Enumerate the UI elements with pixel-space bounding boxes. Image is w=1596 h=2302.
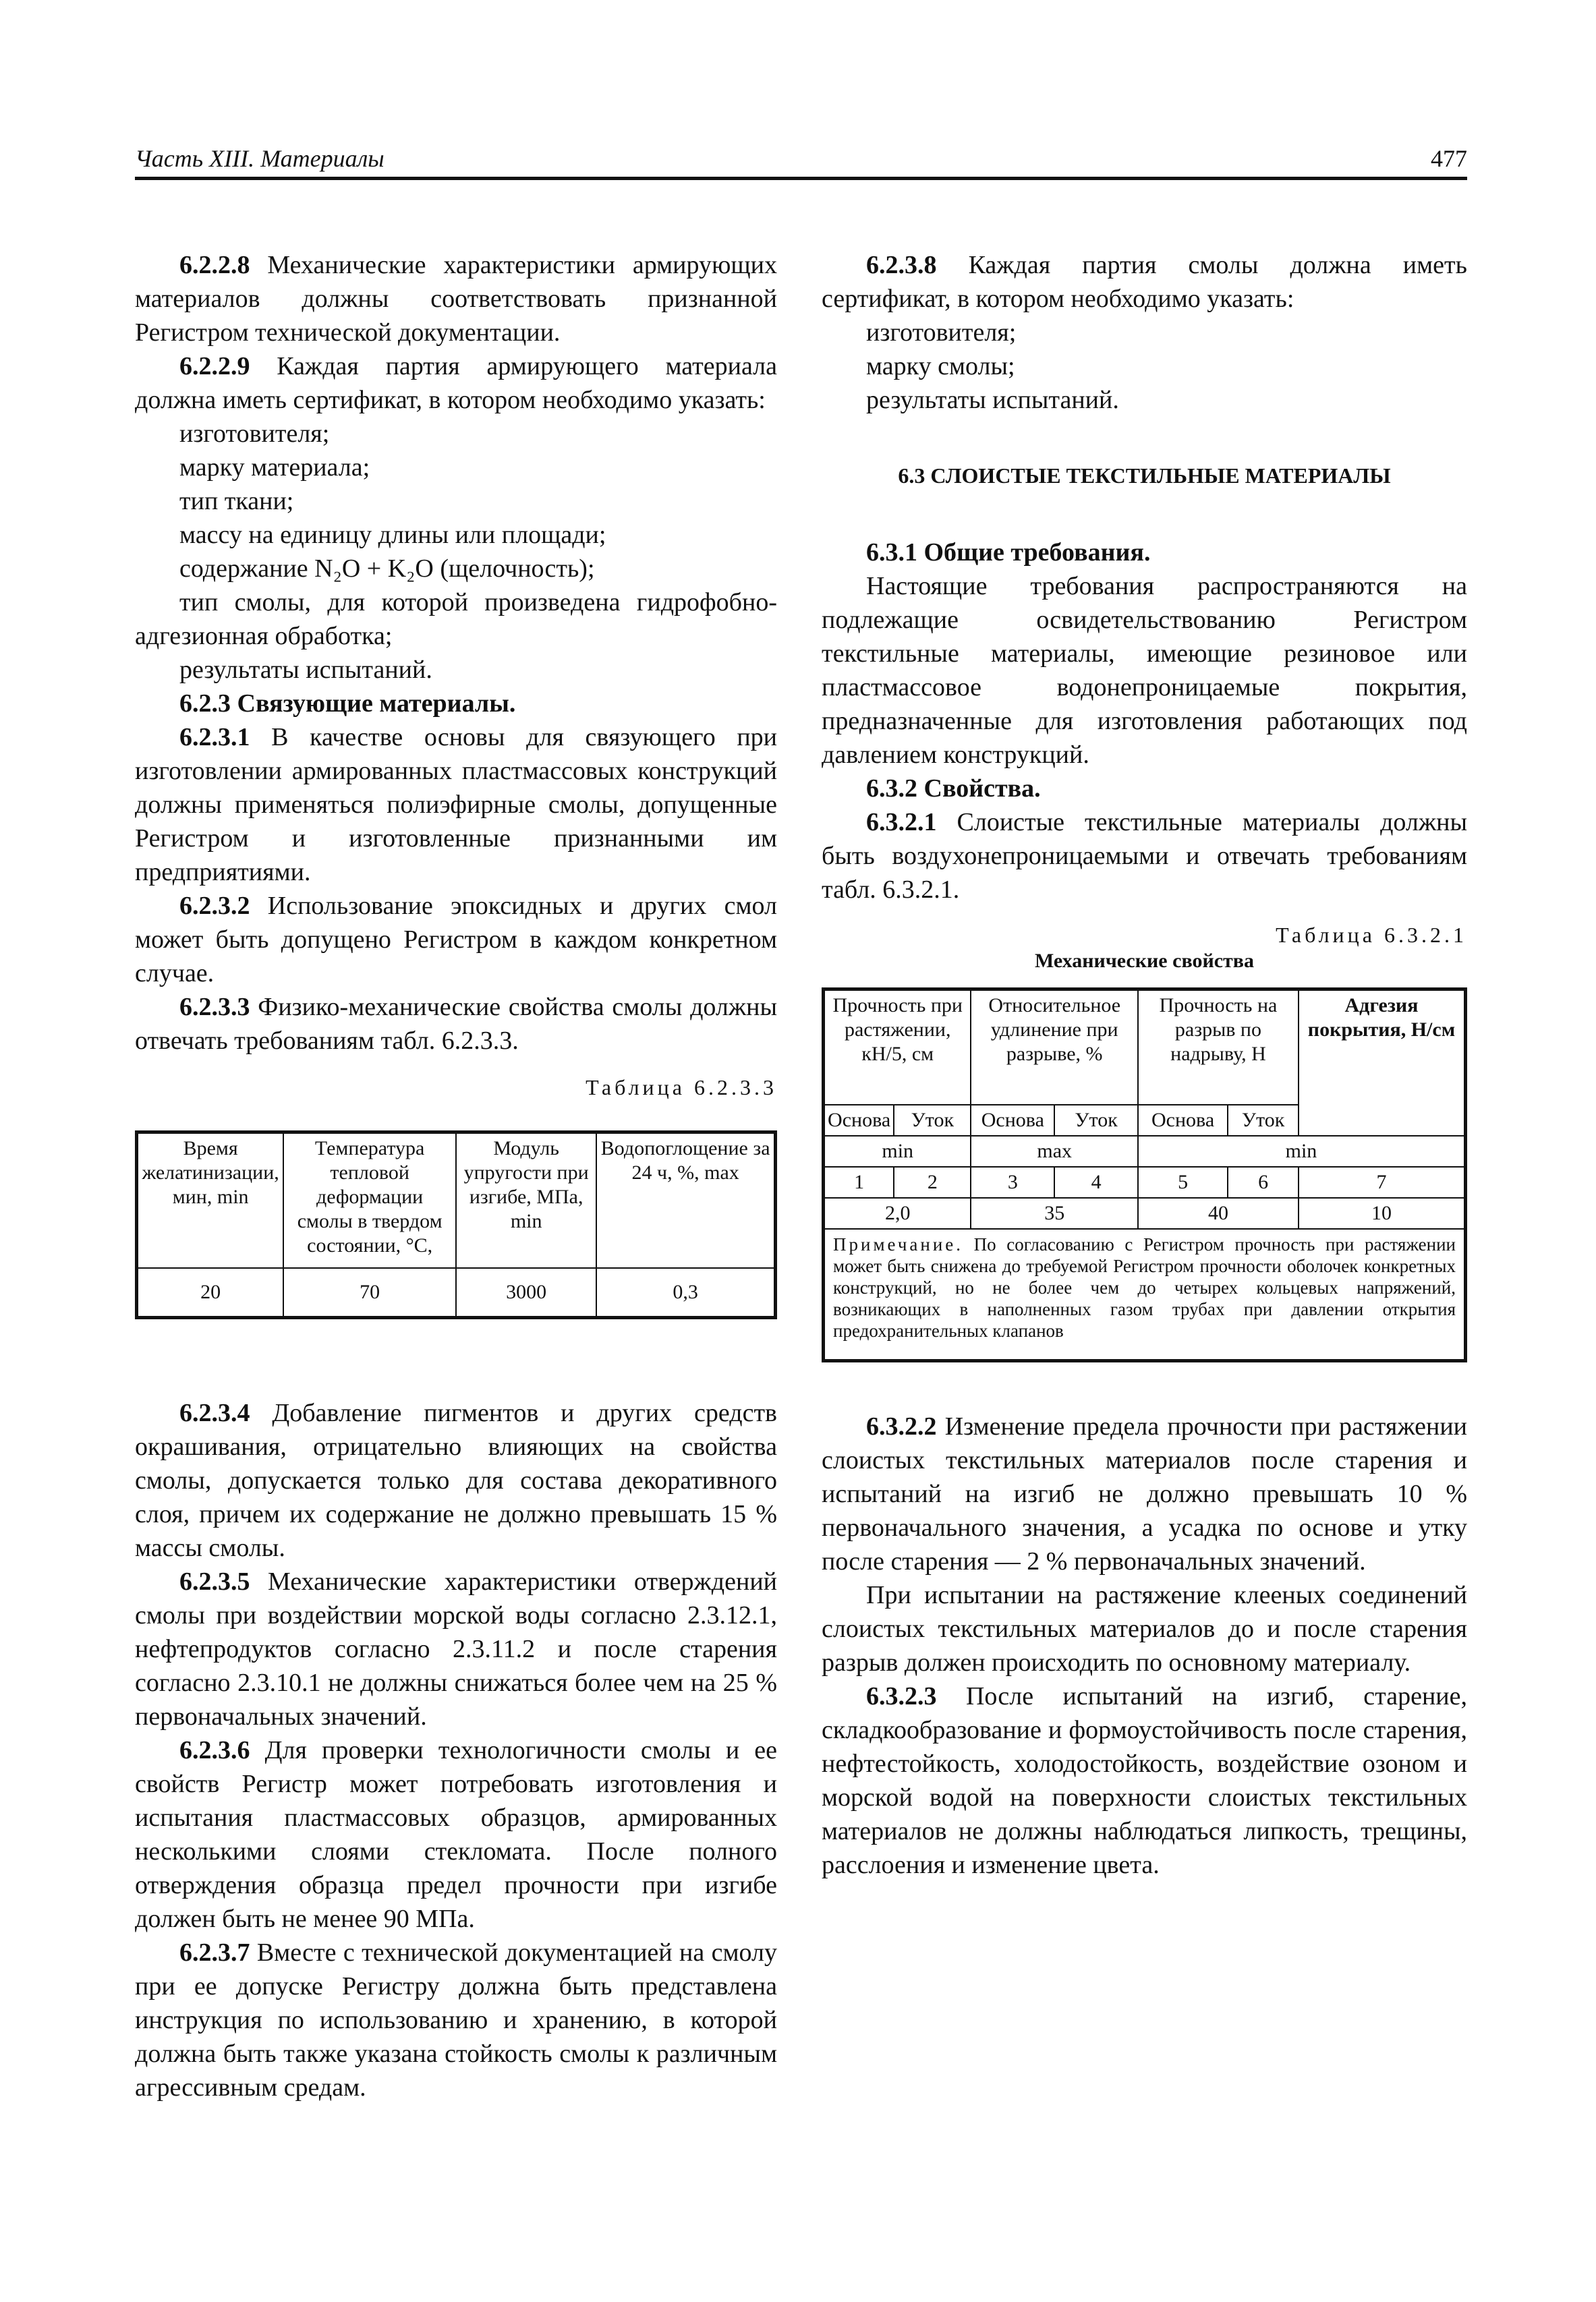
table-row — [824, 1198, 1466, 1229]
clause-number: 6.2.3.1 — [179, 723, 250, 751]
page-number: 477 — [1431, 145, 1467, 172]
subsection-heading-6-3-1 — [822, 536, 1467, 569]
mechanical-properties-table — [822, 987, 1467, 1362]
table-subheader-cell: Основа — [824, 1105, 894, 1136]
clause-text: Использование эпоксидных и других смол может быть допущено Регистром в каждом конкретном случае. — [135, 892, 777, 987]
paragraph-6-3-2-3 — [822, 1679, 1467, 1882]
paragraph-6-2-2-8 — [135, 248, 777, 349]
table-subheader-cell: Уток — [1228, 1105, 1299, 1136]
clause-number: 6.2.3.5 — [179, 1567, 250, 1596]
paragraph-6-2-3-3 — [135, 990, 777, 1058]
clause-number: 6.3.2.2 — [866, 1412, 937, 1441]
table-header-cell: Модуль упругости при изгибе, МПа, min — [456, 1132, 596, 1269]
table-cell: 2,0 — [824, 1198, 971, 1229]
table-header-cell: Время желатинизации, мин, min — [137, 1132, 284, 1269]
note-label: Примечание. — [833, 1234, 964, 1255]
clause-text: Механические характеристики отверждений смолы при воздействии морской воды согласно 2.3.12.1, нефтепродуктов согласно 2.3.11.2 и после старения согласно 2.3.10.1 не должны снижаться более чем на 25 % первоначальных значений. — [135, 1567, 777, 1731]
table-cell: 70 — [283, 1268, 456, 1318]
table-cell: 2 — [894, 1167, 971, 1198]
clause-text: В качестве основы для связующего при изготовлении армированных пластмассовых конструкций должны применяться полиэфирные смолы, допущенные Регистром и изготовленные признанными им предприятиями. — [135, 723, 777, 886]
table-number-row — [824, 1167, 1466, 1198]
table-header-cell: Температура тепловой деформации смолы в твердом состоянии, °С, — [283, 1132, 456, 1269]
table-cell: 1 — [824, 1167, 894, 1198]
clause-number: 6.2.3.4 — [179, 1399, 250, 1427]
table-cell: 0,3 — [596, 1268, 775, 1318]
table-cell: 40 — [1138, 1198, 1299, 1229]
paragraph-6-3-2-2 — [822, 1410, 1467, 1578]
clause-number: 6.2.3.8 — [866, 251, 937, 279]
paragraph-6-2-3-8 — [822, 248, 1467, 316]
paragraph-6-3-1: Настоящие требования распространяются на подлежащие освидетельствованию Регистром текстильные материалы, имеющие резиновое или пластмассовое водонепроницаемые покрытия, предназначенные для изготовления работающих под давлением конструкций. — [822, 572, 1467, 769]
paragraph-6-2-3-5 — [135, 1565, 777, 1733]
table-header-cell: Относительное удлинение при разрыве, % — [971, 989, 1138, 1105]
clause-text: Вместе с технической документацией на смолу при ее допуске Регистру должна быть представлена инструкция по использованию и хранению, в которой должна быть также указана стойкость смолы к различным агрессивным средам. — [135, 1938, 777, 2102]
clause-number: 6.2.3.2 — [179, 892, 250, 920]
clause-text: Каждая партия армирующего материала должна иметь сертификат, в котором необходимо указать: — [135, 352, 777, 414]
table-cell: 3000 — [456, 1268, 596, 1318]
table-header-row — [824, 989, 1466, 1105]
table-header-cell: Прочность при растяжении, кН/5, см — [824, 989, 971, 1105]
heading-text: 6.3.1 Общие требования. — [866, 538, 1151, 567]
clause-number: 6.2.3.6 — [179, 1736, 250, 1764]
table-cell: min — [824, 1136, 971, 1167]
table-caption: Таблица 6.3.2.1 — [1276, 923, 1467, 947]
table-note — [824, 1229, 1466, 1361]
page-header — [135, 139, 1467, 180]
list-item: изготовителя; — [179, 420, 330, 448]
table-limits-row — [824, 1136, 1466, 1167]
list-item: тип смолы, для которой произведена гидрофобно-адгезионная обработка; — [135, 588, 777, 650]
clause-text: Каждая партия смолы должна иметь сертификат, в котором необходимо указать: — [822, 251, 1467, 313]
paragraph-6-3-2-2-continued: При испытании на растяжение клееных соединений слоистых текстильных материалов до и после старения разрыв должен происходить по основному материалу. — [822, 1581, 1467, 1677]
list-item: результаты испытаний. — [866, 386, 1119, 414]
table-subheader-cell: Основа — [971, 1105, 1054, 1136]
clause-number: 6.3.2.3 — [866, 1682, 937, 1710]
subsection-heading-6-2-3 — [135, 687, 777, 720]
clause-number: 6.2.2.8 — [179, 251, 250, 279]
clause-number: 6.2.3.3 — [179, 993, 250, 1021]
clause-text: Механические характеристики армирующих материалов должны соответствовать признанной Регистром технической документации. — [135, 251, 777, 347]
clause-text: После испытаний на изгиб, старение, складкообразование и формоустойчивость после старения, нефтестойкость, холодостойкость, воздействие озоном и морской водой на поверхности слоистых текстильных материалов не должны наблюдаться липкость, трещины, расслоения и изменение цвета. — [822, 1682, 1467, 1879]
list-item: изготовителя; — [866, 318, 1017, 347]
table-header-cell: Адгезия покрытия, Н/см — [1299, 989, 1466, 1136]
table-cell: 7 — [1299, 1167, 1466, 1198]
table-cell: max — [971, 1136, 1138, 1167]
heading-text: 6.2.3 Связующие материалы. — [179, 689, 516, 718]
table-header-cell: Водопоглощение за 24 ч, %, max — [596, 1132, 775, 1269]
list-item: содержание N₂O + K₂O (щелочность); — [179, 554, 595, 583]
clause-text: Изменение предела прочности при растяжении слоистых текстильных материалов после старения и испытаний на изгиб не должно превышать 10 % первоначального значения, а усадка по основе и утку после старения — 2 % первоначальных значений. — [822, 1412, 1467, 1576]
subsection-heading-6-3-2 — [822, 772, 1467, 805]
list-item: массу на единицу длины или площади; — [179, 521, 606, 549]
table-subheader-cell: Основа — [1138, 1105, 1228, 1136]
clause-text: Слоистые текстильные материалы должны быть воздухонепроницаемыми и отвечать требованиям табл. 6.3.2.1. — [822, 808, 1467, 904]
paragraph-6-2-3-1 — [135, 720, 777, 889]
clause-text: Добавление пигментов и других средств окрашивания, отрицательно влияющих на свойства смолы, допускается только для состава декоративного слоя, причем их содержание не должно превышать 15 % массы смолы. — [135, 1399, 777, 1562]
table-subheader-cell: Уток — [894, 1105, 971, 1136]
table-header-cell: Прочность на разрыв по надрыву, Н — [1138, 989, 1299, 1105]
paragraph-6-3-2-1 — [822, 805, 1467, 907]
section-heading-6-3: 6.3 СЛОИСТЫЕ ТЕКСТИЛЬНЫЕ МАТЕРИАЛЫ — [898, 463, 1391, 488]
clause-text: Физико-механические свойства смолы должны отвечать требованиям табл. 6.2.3.3. — [135, 993, 777, 1055]
list-item: тип ткани; — [179, 487, 294, 515]
table-cell: min — [1138, 1136, 1466, 1167]
resin-properties-table — [135, 1130, 777, 1319]
table-row — [137, 1268, 776, 1318]
list-item: марку материала; — [179, 453, 370, 482]
table-cell: 4 — [1054, 1167, 1138, 1198]
clause-number: 6.2.3.7 — [179, 1938, 250, 1967]
running-title: Часть XIII. Материалы — [135, 145, 384, 172]
paragraph-6-2-2-9 — [135, 349, 777, 417]
list-item: марку смолы; — [866, 352, 1015, 380]
paragraph-6-2-3-6 — [135, 1733, 777, 1936]
clause-number: 6.3.2.1 — [866, 808, 937, 836]
heading-text: 6.3.2 Свойства. — [866, 774, 1041, 803]
table-caption: Таблица 6.2.3.3 — [586, 1075, 777, 1099]
table-cell: 5 — [1138, 1167, 1228, 1198]
table-note-row — [824, 1229, 1466, 1361]
paragraph-6-2-3-7 — [135, 1936, 777, 2104]
table-cell: 10 — [1299, 1198, 1466, 1229]
table-cell: 35 — [971, 1198, 1138, 1229]
table-subtitle: Механические свойства — [1035, 950, 1254, 972]
clause-text: Для проверки технологичности смолы и ее свойств Регистр может потребовать изготовления и испытания пластмассовых образцов, армированных несколькими слоями стекломата. После полного отверждения образца предел прочности при изгибе должен быть не менее 90 МПа. — [135, 1736, 777, 1933]
list-item: результаты испытаний. — [179, 656, 432, 684]
left-column — [135, 248, 777, 2104]
table-cell: 3 — [971, 1167, 1054, 1198]
paragraph-6-2-3-4 — [135, 1396, 777, 1565]
paragraph-6-2-3-2 — [135, 889, 777, 990]
table-cell: 20 — [137, 1268, 284, 1318]
table-cell: 6 — [1228, 1167, 1299, 1198]
clause-number: 6.2.2.9 — [179, 352, 250, 380]
note-text: По согласованию с Регистром прочность при растяжении может быть снижена до требуемой Регистром прочности оболочек конкретных конструкций, но не более чем до четырех кольцевых напряжений, возникающих в наполненных газом трубах при давлении открытия предохранительных клапанов — [833, 1234, 1456, 1341]
table-subheader-cell: Уток — [1054, 1105, 1138, 1136]
table-header-row — [137, 1132, 776, 1269]
right-column — [822, 248, 1467, 1882]
